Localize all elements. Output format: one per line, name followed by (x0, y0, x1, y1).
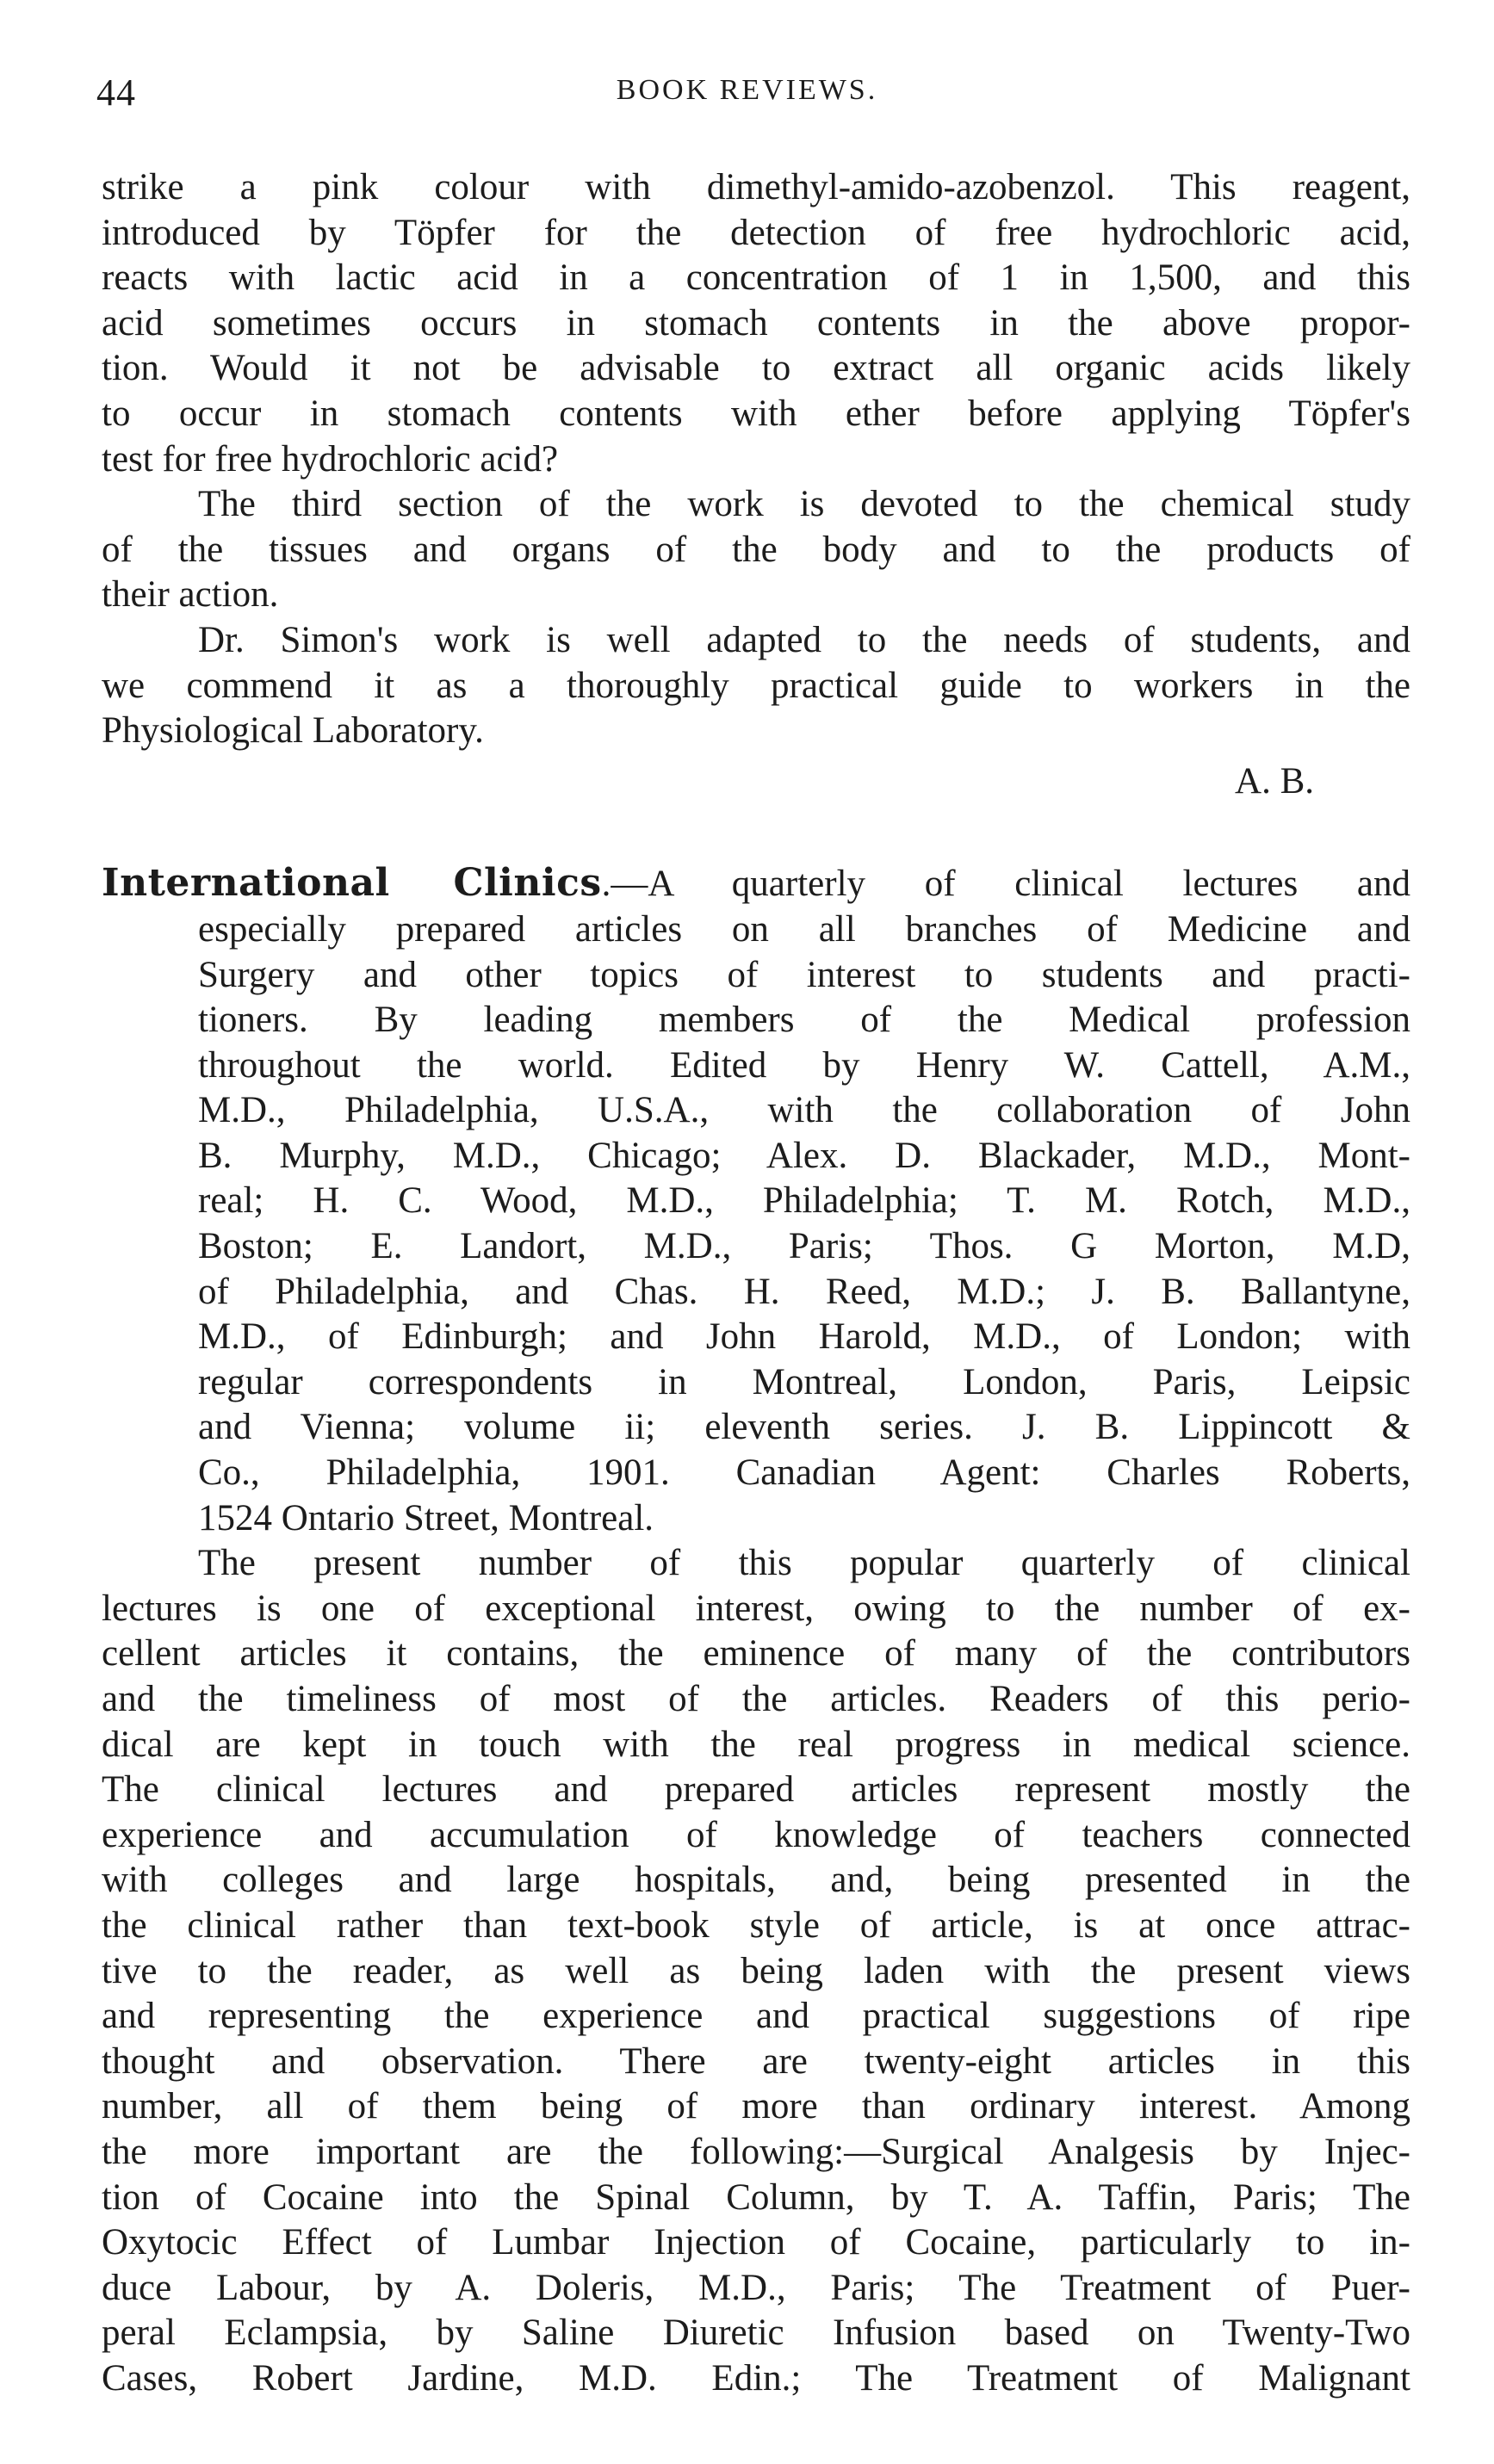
text-line: tive to the reader, as well as being laden with the present views (102, 1950, 1410, 1991)
review-heading-line (102, 861, 1410, 907)
citation-line: especially prepared articles on all branches of Medicine and (198, 908, 1410, 950)
text-line: acid sometimes occurs in stomach contents in the above propor- (102, 302, 1410, 344)
citation-line: of Philadelphia, and Chas. H. Reed, M.D.; J. B. Ballantyne, (198, 1271, 1410, 1312)
text-line: experience and accumulation of knowledge of teachers connected (102, 1814, 1410, 1855)
text-line: the more important are the following:—Surgical Analgesis by Injec- (102, 2131, 1410, 2172)
text-line: tion of Cocaine into the Spinal Column, by T. A. Taffin, Paris; The (102, 2176, 1410, 2218)
citation-line: Co., Philadelphia, 1901. Canadian Agent: Charles Roberts, (198, 1452, 1410, 1494)
text-line: with colleges and large hospitals, and, being presented in the (102, 1860, 1410, 1901)
citation-line: Surgery and other topics of interest to students and practi- (198, 954, 1410, 995)
text-line: cellent articles it contains, the eminence of many of the contributors (102, 1633, 1410, 1675)
citation-line: 1524 Ontario Street, Montreal. (198, 1497, 654, 1538)
page-header (0, 71, 1494, 122)
review-title: International Clinics (102, 861, 602, 906)
text-line: to occur in stomach contents with ether before applying Töpfer's (102, 393, 1410, 434)
review-heading-rest: .—A quarterly of clinical lectures and (601, 864, 1410, 905)
citation-line: regular correspondents in Montreal, London, Paris, Leipsic (198, 1361, 1410, 1402)
text-line: and the timeliness of most of the articles. Readers of this perio- (102, 1679, 1410, 1719)
text-line: test for free hydrochloric acid? (102, 438, 559, 480)
citation-line: Boston; E. Landort, M.D., Paris; Thos. G Morton, M.D, (198, 1226, 1410, 1267)
text-line: we commend it as a thoroughly practical guide to workers in the (102, 665, 1410, 706)
review-1-continuation (102, 165, 1410, 804)
citation-line: tioners. By leading members of the Medical profession (198, 1000, 1410, 1041)
citation-line: M.D., of Edinburgh; and John Harold, M.D., of London; with (198, 1316, 1410, 1358)
citation-line: throughout the world. Edited by Henry W. Cattell, A.M., (198, 1044, 1410, 1086)
text-line: peral Eclampsia, by Saline Diuretic Infusion based on Twenty-Two (102, 2312, 1410, 2354)
text-line: The clinical lectures and prepared articles represent mostly the (102, 1769, 1410, 1811)
text-line: lectures is one of exceptional interest, owing to the number of ex- (102, 1588, 1410, 1629)
reviewer-signature: A. B. (1235, 760, 1314, 802)
citation-line: and Vienna; volume ii; eleventh series. J. B. Lippincott & (198, 1407, 1410, 1448)
text-line: dical are kept in touch with the real progress in medical science. (102, 1724, 1410, 1765)
text-line: Dr. Simon's work is well adapted to the needs of students, and (198, 619, 1410, 660)
text-line: The present number of this popular quarterly of clinical (198, 1543, 1410, 1584)
text-line: and representing the experience and practical suggestions of ripe (102, 1996, 1410, 2037)
citation-line: B. Murphy, M.D., Chicago; Alex. D. Blackader, M.D., Mont- (198, 1135, 1410, 1176)
text-line: introduced by Töpfer for the detection of free hydrochloric acid, (102, 212, 1410, 253)
citation-line: M.D., Philadelphia, U.S.A., with the collaboration of John (198, 1090, 1410, 1131)
running-head: BOOK REVIEWS. (616, 74, 878, 106)
text-line: thought and observation. There are twenty-eight articles in this (102, 2040, 1410, 2082)
review-2 (102, 861, 1410, 2401)
text-line: reacts with lactic acid in a concentration of 1 in 1,500, and this (102, 257, 1410, 299)
text-line: number, all of them being of more than ordinary interest. Among (102, 2086, 1410, 2127)
text-line: Cases, Robert Jardine, M.D. Edin.; The Treatment of Malignant (102, 2357, 1410, 2399)
text-line: The third section of the work is devoted to the chemical study (198, 484, 1410, 525)
section-gap (102, 804, 1410, 861)
text-line: of the tissues and organs of the body and to the products of (102, 529, 1410, 570)
text-line: tion. Would it not be advisable to extract all organic acids likely (102, 348, 1410, 389)
page-number: 44 (96, 71, 136, 114)
text-line: Oxytocic Effect of Lumbar Injection of Cocaine, particularly to in- (102, 2222, 1410, 2263)
citation-line: real; H. C. Wood, M.D., Philadelphia; T. M. Rotch, M.D., (198, 1180, 1410, 1222)
text-line: duce Labour, by A. Doleris, M.D., Paris; The Treatment of Puer- (102, 2267, 1410, 2308)
text-line: their action. (102, 574, 279, 616)
page-body (102, 165, 1410, 2402)
text-line: Physiological Laboratory. (102, 710, 484, 752)
text-line: the clinical rather than text-book style of article, is at once attrac- (102, 1904, 1410, 1946)
text-line: strike a pink colour with dimethyl-amido-azobenzol. This reagent, (102, 167, 1410, 207)
